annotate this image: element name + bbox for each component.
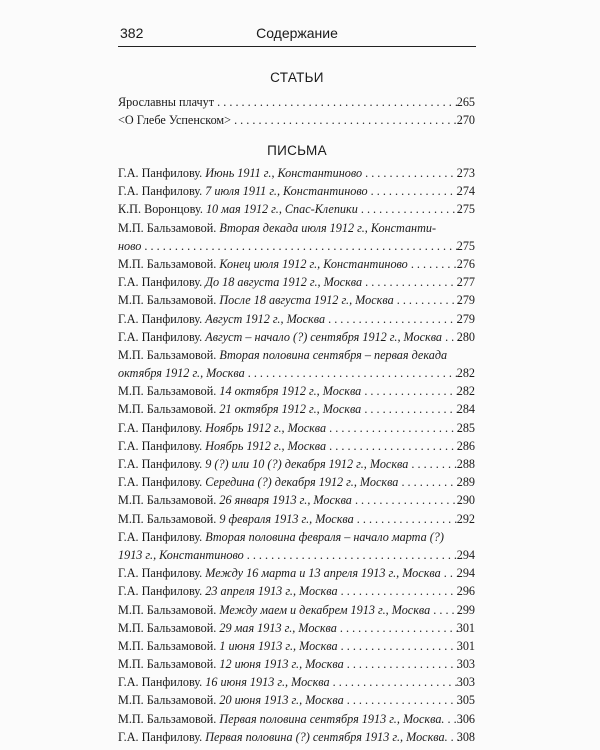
- toc-addressee: М.П. Бальзамовой.: [118, 511, 217, 526]
- toc-addressee: Г.А. Панфилову.: [118, 675, 203, 690]
- toc-entry: [118, 728, 475, 746]
- toc-entry-line: [118, 328, 462, 346]
- toc-addressee: М.П. Бальзамовой.: [118, 256, 217, 271]
- toc-entry: [118, 273, 475, 291]
- toc-detail: 7 июля 1911 г., Константиново: [205, 184, 368, 199]
- toc-addressee: М.П. Бальзамовой.: [118, 711, 217, 726]
- toc-page-number: 301: [456, 638, 475, 653]
- toc-entry: [118, 437, 475, 455]
- toc-page-number: 275: [456, 202, 475, 217]
- toc-detail: 12 июня 1913 г., Москва: [219, 657, 344, 672]
- toc-detail: Июнь 1911 г., Константиново: [205, 166, 363, 180]
- toc-entry: [118, 710, 475, 728]
- toc-entry-line: [118, 510, 462, 528]
- toc-addressee: Г.А. Панфилову.: [118, 729, 203, 744]
- toc-entry-line: [118, 111, 462, 129]
- toc-page-number: 273: [456, 165, 475, 180]
- toc-addressee: Г.А. Панфилову.: [118, 275, 203, 290]
- running-title: Содержание: [256, 25, 338, 41]
- toc-entry-line: [118, 473, 462, 491]
- toc-entry-line: [118, 637, 462, 655]
- toc-detail: 29 мая 1913 г., Москва: [219, 620, 337, 635]
- toc-entry: [118, 255, 475, 273]
- toc-detail: 9 (?) или 10 (?) декабря 1912 г., Москва: [205, 457, 409, 472]
- toc-addressee: М.П. Бальзамовой.: [118, 657, 217, 672]
- toc-detail-continued: 1913 г., Константиново: [118, 547, 244, 562]
- toc-entry-line: [118, 455, 462, 473]
- toc-entry-line: [118, 491, 462, 509]
- toc-entry-line: [118, 437, 462, 455]
- toc-entry: [118, 637, 475, 655]
- toc-entry-line: [118, 182, 462, 200]
- toc-entry: [118, 601, 475, 619]
- toc-page-number: 308: [456, 729, 475, 744]
- toc-addressee: М.П. Бальзамовой.: [118, 347, 217, 362]
- toc-entry-line: [118, 564, 462, 582]
- toc-detail: 23 апреля 1913 г., Москва: [205, 584, 338, 599]
- toc-entry: [118, 346, 475, 382]
- toc-page-number: 294: [456, 547, 475, 562]
- toc-addressee: К.П. Воронцову.: [118, 202, 203, 217]
- toc-page-number: 286: [456, 438, 475, 453]
- running-header: [118, 20, 476, 47]
- toc-entry: [118, 582, 475, 600]
- toc-page-number: 303: [456, 675, 475, 690]
- toc-detail: Вторая половина февраля – начало марта (?): [205, 529, 444, 544]
- toc-entry-line: [118, 237, 462, 255]
- toc-addressee: М.П. Бальзамовой.: [118, 220, 217, 235]
- toc-entry-line: [118, 728, 462, 746]
- toc-addressee: Г.А. Панфилову.: [118, 475, 203, 490]
- toc-entry-line: [118, 219, 462, 237]
- toc-entry: [118, 564, 475, 582]
- toc-addressee: Г.А. Панфилову.: [118, 566, 203, 581]
- toc-addressee: Г.А. Панфилову.: [118, 184, 203, 199]
- toc-detail: Между 16 марта и 13 апреля 1913 г., Москва: [205, 566, 441, 581]
- toc-detail: 20 июня 1913 г., Москва: [219, 693, 344, 708]
- toc-entry: [118, 491, 475, 509]
- toc-addressee: Г.А. Панфилову.: [118, 166, 203, 180]
- toc-detail-continued: ново: [118, 238, 142, 253]
- toc-addressee: Г.А. Панфилову.: [118, 584, 203, 599]
- toc-addressee: Г.А. Панфилову.: [118, 438, 203, 453]
- toc-addressee: М.П. Бальзамовой.: [118, 384, 217, 399]
- toc-page-number: 270: [456, 113, 475, 128]
- toc-detail: Август 1912 г., Москва: [205, 311, 326, 326]
- toc-entry: [118, 200, 475, 218]
- toc-entry-line: [118, 364, 462, 382]
- toc-entry-line: [118, 419, 462, 437]
- toc-entry-line: [118, 346, 462, 364]
- toc-entry: [118, 111, 475, 129]
- page-number: 382: [120, 25, 144, 41]
- toc-addressee: М.П. Бальзамовой.: [118, 693, 217, 708]
- letters-list: [118, 164, 475, 746]
- toc-detail: 1 июня 1913 г., Москва: [219, 638, 338, 653]
- toc-addressee: Г.А. Панфилову.: [118, 420, 203, 435]
- toc-entry-line: [118, 93, 462, 111]
- toc-entry: [118, 93, 475, 111]
- toc-detail: 26 января 1913 г., Москва: [219, 493, 352, 508]
- toc-page-number: 294: [456, 566, 475, 581]
- toc-detail: Вторая декада июля 1912 г., Константи-: [219, 220, 437, 235]
- toc-entry: [118, 473, 475, 491]
- toc-page-number: 276: [456, 256, 475, 271]
- toc-entry: [118, 219, 475, 255]
- toc-addressee: М.П. Бальзамовой.: [118, 638, 217, 653]
- toc-detail: Ноябрь 1912 г., Москва: [205, 420, 327, 435]
- toc-page-number: 279: [456, 293, 475, 308]
- toc-detail: Между маем и декабрем 1913 г., Москва: [219, 602, 431, 617]
- toc-entry: [118, 455, 475, 473]
- toc-entry: [118, 528, 475, 564]
- toc-page-number: 282: [456, 366, 475, 381]
- toc-addressee: М.П. Бальзамовой.: [118, 402, 217, 417]
- toc-detail: Ноябрь 1912 г., Москва: [205, 438, 327, 453]
- toc-addressee: М.П. Бальзамовой.: [118, 602, 217, 617]
- toc-entry: [118, 673, 475, 691]
- toc-addressee: Ярославны плачут: [118, 95, 215, 109]
- toc-page-number: 285: [456, 420, 475, 435]
- toc-page-number: 274: [456, 184, 475, 199]
- toc-addressee: <О Глебе Успенском>: [118, 113, 232, 128]
- toc-page-number: 306: [456, 711, 475, 726]
- toc-entry-line: [118, 528, 462, 546]
- toc-entry-line: [118, 691, 462, 709]
- toc-page-number: 305: [456, 693, 475, 708]
- section-title-letters: ПИСЬМА: [267, 143, 327, 158]
- toc-entry: [118, 182, 475, 200]
- toc-entry-line: [118, 255, 462, 273]
- toc-page-number: 301: [456, 620, 475, 635]
- toc-detail: 9 февраля 1913 г., Москва: [219, 511, 354, 526]
- toc-addressee: М.П. Бальзамовой.: [118, 620, 217, 635]
- toc-detail: Первая половина (?) сентября 1913 г., Москва.: [205, 729, 448, 744]
- toc-entry: [118, 164, 475, 182]
- toc-entry-line: [118, 164, 462, 182]
- toc-addressee: Г.А. Панфилову.: [118, 329, 203, 344]
- section-title-articles: СТАТЬИ: [270, 70, 324, 85]
- toc-detail-continued: октября 1912 г., Москва: [118, 366, 245, 381]
- toc-page-number: 265: [456, 94, 475, 109]
- toc-page-number: 275: [456, 238, 475, 253]
- toc-addressee: Г.А. Панфилову.: [118, 457, 203, 472]
- toc-addressee: Г.А. Панфилову.: [118, 311, 203, 326]
- toc-entry: [118, 310, 475, 328]
- toc-entry-line: [118, 400, 462, 418]
- toc-entry: [118, 328, 475, 346]
- toc-entry: [118, 691, 475, 709]
- toc-entry: [118, 400, 475, 418]
- toc-page-number: 288: [456, 457, 475, 472]
- toc-entry-line: [118, 273, 462, 291]
- toc-page-number: 299: [456, 602, 475, 617]
- toc-entry-line: [118, 710, 462, 728]
- toc-detail: 10 мая 1912 г., Спас-Клепики: [205, 202, 358, 217]
- toc-entry-line: [118, 673, 462, 691]
- toc-detail: До 18 августа 1912 г., Москва: [205, 275, 363, 290]
- toc-page-number: 277: [456, 275, 475, 290]
- toc-page-number: 303: [456, 657, 475, 672]
- toc-entry: [118, 510, 475, 528]
- toc-entry-line: [118, 582, 462, 600]
- toc-entry: [118, 619, 475, 637]
- toc-addressee: М.П. Бальзамовой.: [118, 493, 217, 508]
- toc-addressee: Г.А. Панфилову.: [118, 529, 203, 544]
- toc-detail: Первая половина сентября 1913 г., Москва.: [219, 711, 445, 726]
- toc-detail: Август – начало (?) сентября 1912 г., Москва: [205, 329, 443, 344]
- toc-page-number: 292: [456, 511, 475, 526]
- toc-entry-line: [118, 546, 462, 564]
- toc-addressee: М.П. Бальзамовой.: [118, 293, 217, 308]
- toc-entry: [118, 382, 475, 400]
- toc-detail: Вторая половина сентября – первая декада: [219, 347, 448, 362]
- toc-entry-line: [118, 291, 462, 309]
- toc-page-number: 279: [456, 311, 475, 326]
- toc-page-number: 290: [456, 493, 475, 508]
- toc-entry-line: [118, 655, 462, 673]
- toc-entry-line: [118, 200, 462, 218]
- toc-page-number: 296: [456, 584, 475, 599]
- toc-page-number: 282: [456, 384, 475, 399]
- toc-entry-line: [118, 619, 462, 637]
- toc-entry-line: [118, 382, 462, 400]
- toc-entry: [118, 655, 475, 673]
- toc-detail: 16 июня 1913 г., Москва: [205, 675, 330, 690]
- toc-detail: 14 октября 1912 г., Москва: [219, 384, 362, 399]
- toc-page-number: 289: [456, 475, 475, 490]
- toc-entry-line: [118, 310, 462, 328]
- toc-detail: Середина (?) декабря 1912 г., Москва: [205, 475, 399, 490]
- toc-detail: 21 октября 1912 г., Москва: [219, 402, 362, 417]
- toc-page-number: 284: [456, 402, 475, 417]
- toc-entry: [118, 419, 475, 437]
- toc-detail: Конец июля 1912 г., Константиново: [219, 256, 408, 271]
- toc-entry: [118, 291, 475, 309]
- toc-detail: После 18 августа 1912 г., Москва: [219, 293, 394, 308]
- toc-entry-line: [118, 601, 462, 619]
- articles-list: [118, 93, 475, 129]
- toc-page-number: 280: [456, 329, 475, 344]
